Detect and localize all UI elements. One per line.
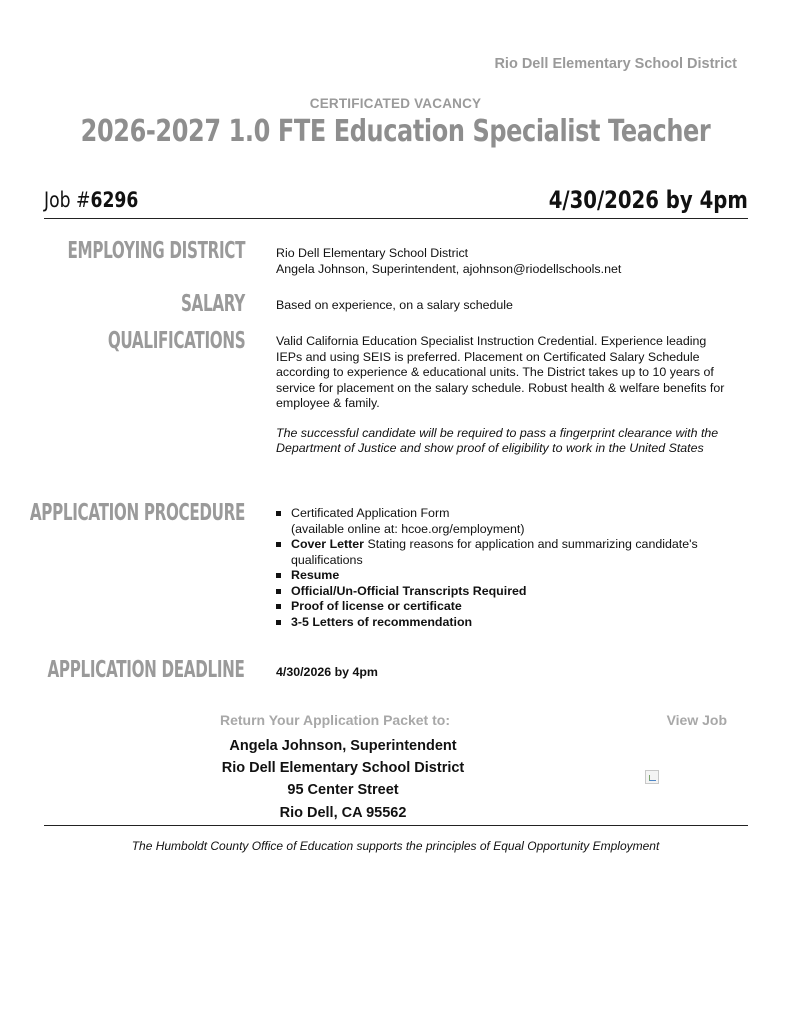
equal-opportunity-note: The Humboldt County Office of Education supports the principles of Equal Opportunity Employment bbox=[131, 839, 660, 853]
return-city: Rio Dell, CA 95562 bbox=[279, 805, 407, 821]
job-row bbox=[44, 186, 748, 219]
qualifications-label: QUALIFICATIONS bbox=[107, 328, 245, 354]
job-number-label: Job # bbox=[44, 188, 91, 212]
fingerprint-note: The successful candidate will be required to pass a fingerprint clearance with the Department of Justice and show proof of eligibility to work in the United States bbox=[276, 425, 719, 455]
list-item: Official/Un-Official Transcripts Required bbox=[276, 584, 726, 600]
district-contact: Angela Johnson, Superintendent, ajohnson@riodellschools.net bbox=[276, 261, 622, 276]
district-header: Rio Dell Elementary School District bbox=[494, 56, 737, 72]
list-item: Resume bbox=[276, 568, 726, 584]
cover-letter-label: Cover Letter bbox=[291, 537, 364, 551]
application-procedure-label: APPLICATION PROCEDURE bbox=[29, 500, 245, 526]
salary-label: SALARY bbox=[181, 291, 245, 317]
qualifications-body bbox=[276, 334, 726, 457]
view-job-link[interactable]: View Job bbox=[666, 712, 727, 728]
application-deadline-label: APPLICATION DEADLINE bbox=[47, 657, 245, 683]
application-form-item: Certificated Application Form bbox=[291, 506, 450, 520]
employing-district-label: EMPLOYING DISTRICT bbox=[67, 238, 245, 264]
list-item bbox=[276, 537, 726, 568]
list-item: 3-5 Letters of recommendation bbox=[276, 615, 726, 631]
job-number bbox=[44, 188, 138, 212]
list-item: Proof of license or certificate bbox=[276, 599, 726, 615]
return-street: 95 Center Street bbox=[287, 782, 399, 798]
qr-code-image[interactable] bbox=[645, 770, 659, 784]
employing-district-body bbox=[276, 246, 726, 277]
application-deadline-value: 4/30/2026 by 4pm bbox=[276, 665, 378, 679]
job-number-value: 6296 bbox=[90, 188, 139, 212]
qualifications-paragraph: Valid California Education Specialist Instruction Credential. Experience leading IEPs and using SEIS is preferred. Placement on Certificated Salary Schedule according to experience & educational units. The District takes up to 10 years of service for placement on the salary schedule. Robust health & welfare benefits for employee & family. bbox=[276, 334, 725, 410]
return-district: Rio Dell Elementary School District bbox=[221, 760, 465, 776]
list-item bbox=[276, 506, 726, 537]
application-procedure-list bbox=[276, 506, 726, 630]
job-title: 2026-2027 1.0 FTE Education Specialist Teacher bbox=[80, 114, 711, 149]
divider bbox=[44, 825, 748, 826]
cover-letter-text: Stating reasons for application and summarizing candidate's qualifications bbox=[291, 537, 698, 567]
application-form-link: (available online at: hcoe.org/employment) bbox=[291, 521, 525, 536]
return-name: Angela Johnson, Superintendent bbox=[229, 738, 457, 754]
vacancy-label: CERTIFICATED VACANCY bbox=[309, 96, 482, 111]
return-packet-label: Return Your Application Packet to: bbox=[220, 712, 450, 728]
salary-text: Based on experience, on a salary schedule bbox=[276, 298, 513, 312]
job-deadline: 4/30/2026 by 4pm bbox=[548, 186, 748, 214]
district-name: Rio Dell Elementary School District bbox=[276, 246, 469, 260]
